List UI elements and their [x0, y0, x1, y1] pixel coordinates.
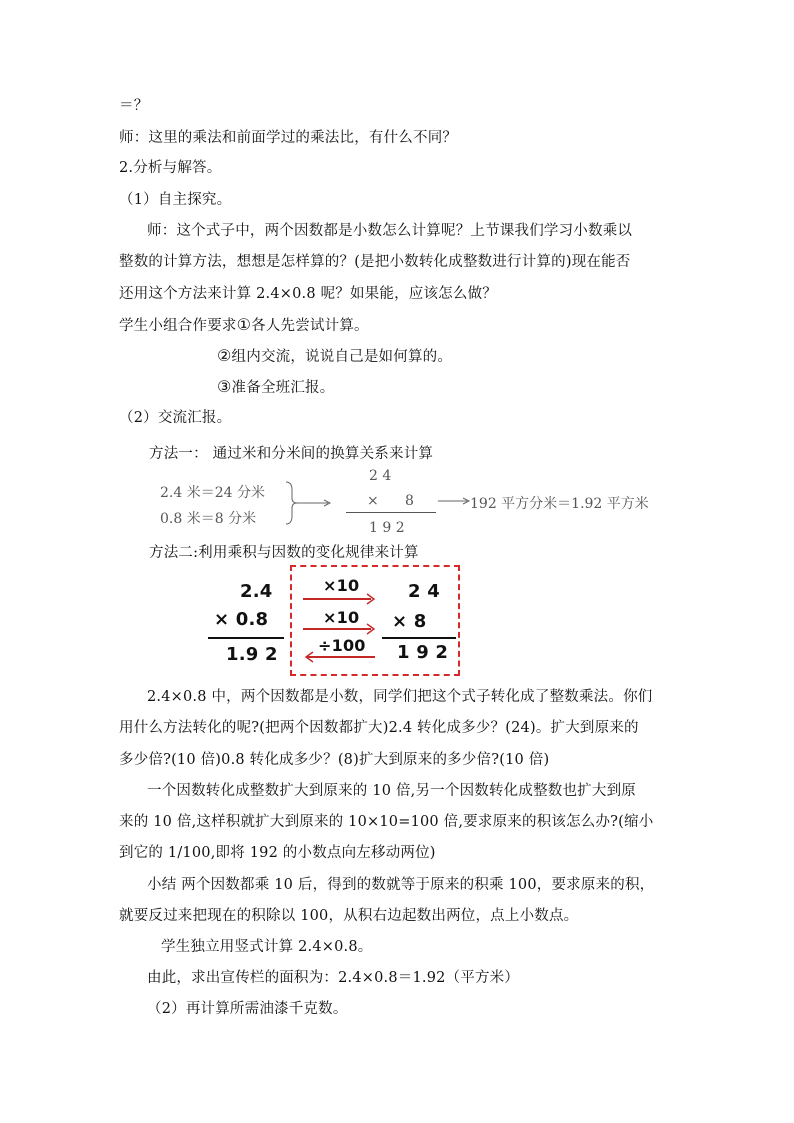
text-line: 来的 10 倍,这样积就扩大到原来的 10×10=100 倍,要求原来的积该怎么办?(缩小 [119, 814, 654, 830]
method1-res: 1 9 2 [369, 520, 405, 536]
label-times10: ×10 [323, 576, 360, 595]
arrow-head-icon [366, 623, 376, 635]
text-line [119, 315, 369, 336]
method1-mult: × [367, 493, 379, 509]
text-line: 由此，求出宣传栏的面积为：2.4×0.8＝1.92（平方米） [147, 970, 520, 986]
arrow-left-icon [307, 656, 375, 658]
text-line [217, 346, 452, 367]
text-line: 整数的计算方法，想想是怎样算的？(是把小数转化成整数进行计算的)现在能否 [119, 254, 631, 270]
text-line: ＝？ [119, 98, 149, 114]
method1-eq2: 0.8 米＝8 分米 [160, 511, 257, 527]
text-span: 组内交流，说说自己是如何算的。 [231, 349, 453, 365]
text-span: 准备全班汇报。 [231, 380, 335, 396]
method2-e: 1 9 2 [397, 642, 449, 663]
arrow-right-icon [437, 495, 471, 507]
text-line: 小结 两个因数都乘 10 后，得到的数就等于原来的积乘 100，要求原来的积， [147, 877, 655, 893]
calc-line [346, 512, 436, 513]
arrow-right-icon [303, 598, 371, 600]
text-line: 师：这个式子中，两个因数都是小数怎么计算呢？上节课我们学习小数乘以 [147, 223, 633, 239]
method1-title: 方法一： 通过米和分米间的换算关系来计算 [149, 446, 434, 462]
text-span: 各人先尝试计算。 [251, 318, 369, 334]
method2-d: × 8 [392, 611, 427, 632]
method1-result: 192 平方分米＝1.92 平方米 [470, 496, 649, 512]
text-line: （2）交流汇报。 [119, 410, 232, 426]
text-line: 用什么方法转化的呢?(把两个因数都扩大)2.4 转化成多少？(24)。扩大到原来的 [119, 720, 639, 736]
text-span: 学生小组合作要求 [119, 318, 237, 334]
text-line: 还用这个方法来计算 2.4×0.8 呢？如果能，应该怎么做？ [119, 286, 497, 302]
text-line: 2.4×0.8 中，两个因数都是小数，同学们把这个式子转化成了整数乘法。你们 [147, 689, 653, 705]
text-line: 学生独立用竖式计算 2.4×0.8。 [161, 939, 373, 955]
text-line: （1）自主探究。 [119, 192, 232, 208]
method1-mid: 8 [405, 493, 414, 509]
text-line: 2.分析与解答。 [119, 160, 222, 176]
circled-number: ③ [217, 377, 232, 396]
circled-number: ① [236, 315, 252, 334]
text-line: 多少倍?(10 倍)0.8 转化成多少？(8)扩大到原来的多少倍?(10 倍) [119, 752, 550, 768]
method1-top: 2 4 [369, 468, 392, 484]
text-line: 师：这里的乘法和前面学过的乘法比，有什么不同？ [119, 130, 458, 146]
text-line: 就要反过来把现在的积除以 100，从积右边起数出两位，点上小数点。 [119, 908, 579, 924]
method2-b: × 0.8 [214, 609, 269, 630]
label-div100: ÷100 [318, 636, 366, 655]
label-times10: ×10 [323, 608, 360, 627]
brace-arrow-icon [284, 480, 334, 526]
method1-eq1: 2.4 米＝24 分米 [160, 485, 265, 501]
text-line: 到它的 1/100,即将 192 的小数点向左移动两位) [119, 845, 436, 861]
calc-line [382, 637, 456, 639]
arrow-right-icon [303, 628, 371, 630]
method2-title: 方法二:利用乘积与因数的变化规律来计算 [149, 545, 419, 561]
method2-a: 2.4 [240, 581, 273, 602]
arrow-head-icon [304, 651, 314, 663]
text-line: 一个因数转化成整数扩大到原来的 10 倍,另一个因数转化成整数也扩大到原 [147, 783, 636, 799]
text-line: （2）再计算所需油漆千克数。 [147, 1001, 348, 1017]
arrow-head-icon [366, 593, 376, 605]
method2-r: 1.9 2 [226, 644, 278, 665]
calc-line [208, 637, 284, 639]
method2-c: 2 4 [408, 581, 440, 602]
circled-number: ② [217, 346, 232, 365]
text-line [217, 377, 334, 398]
